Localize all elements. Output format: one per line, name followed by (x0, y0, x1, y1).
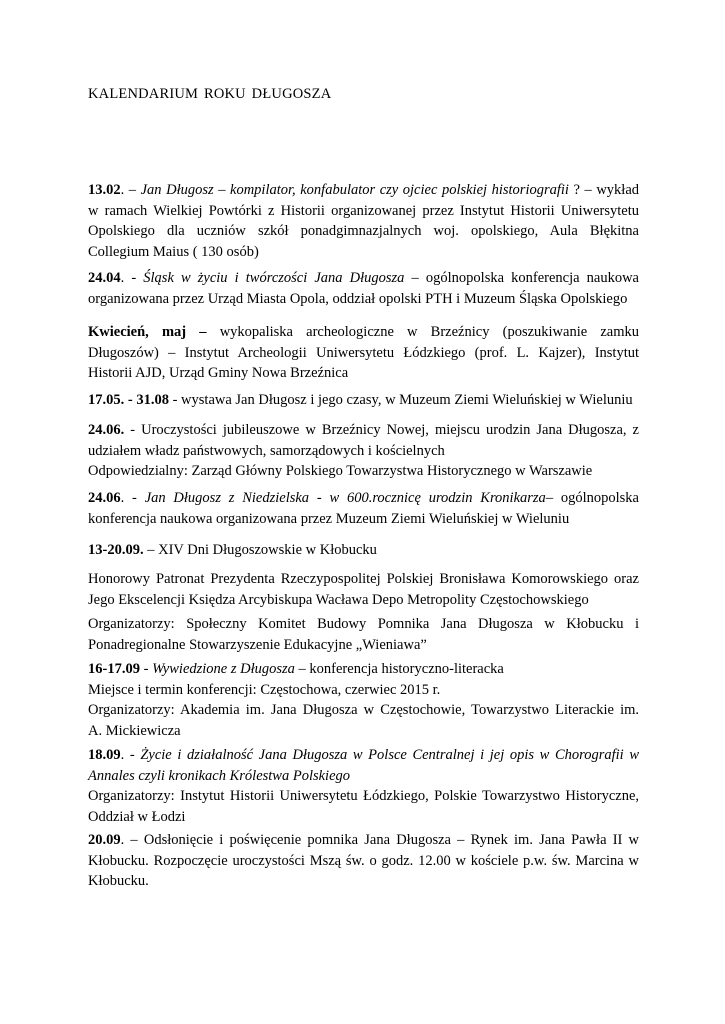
calendar-entry-7-patronage: Honorowy Patronat Prezydenta Rzeczypospolitej Polskiej Bronisława Komorowskiego oraz Jego Ekscelencji Księdza Arcybiskupa Wacława Depo Metropolity Częstochowskiego (88, 571, 639, 608)
calendar-entry-3: Kwiecień, maj – wykopaliska archeologiczne w Brzeźnicy (poszukiwanie zamku Długoszów) – Instytut Archeologii Uniwersytetu Łódzkiego (prof. L. Kajzer), Instytut Historii AJD, Urząd Gminy Nowa Brzeźnica (88, 324, 639, 381)
calendar-entry-5: 24.06. - Uroczystości jubileuszowe w Brzeźnicy Nowej, miejscu urodzin Jana Długosza, z udziałem władz państwowych, samorządowych i kościelnych Odpowiedzialny: Zarząd Główny Polskiego Towarzystwa Historycznego w Warszawie (88, 422, 639, 479)
entry-date: 24.04 (88, 270, 121, 286)
calendar-entry-10: 20.09. – Odsłonięcie i poświęcenie pomnika Jana Długosza – Rynek im. Jana Pawła II w Kłobucku. Rozpoczęcie uroczystości Mszą św. o godz. 12.00 w kościele p.w. św. Marcina w Kłobucku. (88, 832, 639, 889)
calendar-entry-1: 13.02. – Jan Długosz – kompilator, konfabulator czy ojciec polskiej historiografii ? – wykład w ramach Wielkiej Powtórki z Historii organizowanej przez Instytut Historii Uniwersytetu Opolskiego dla uczniów szkół ponadgimnazjalnych woj. opolskiego, Aula Błękitna Collegium Maius ( 130 osób) (88, 182, 640, 260)
calendar-entry-9: 18.09. - Życie i działalność Jana Długosza w Polsce Centralnej i jej opis w Chorografii w Annales czyli kronikach Królestwa Polskiego Organizatorzy: Instytut Historii Uniwersytetu Łódzkiego, Polskie Towarzystwo Historyczne, Oddział w Łodzi (88, 747, 639, 825)
calendar-entry-7-organizers: Organizatorzy: Społeczny Komitet Budowy Pomnika Jana Długosza w Kłobucku i Ponadregionalne Stowarzyszenie Edukacyjne „Wieniawa” (88, 616, 639, 653)
entry-date: 13-20.09. (88, 542, 144, 558)
calendar-entry-7: 13-20.09. – XIV Dni Długoszowskie w Kłobucku (88, 542, 377, 558)
entry-date: 18.09 (88, 747, 121, 763)
entry-topic: Wywiedzione z Długosza (152, 661, 295, 677)
page-title: KALENDARIUM ROKU DŁUGOSZA (88, 86, 332, 102)
entry-date: 24.06. (88, 422, 125, 438)
entry-date: Kwiecień, maj – (88, 324, 207, 340)
entry-date: 24.06 (88, 490, 121, 506)
entry-date: 16-17.09 (88, 661, 140, 677)
entry-date: 20.09 (88, 832, 121, 848)
calendar-entry-8: 16-17.09 - Wywiedzione z Długosza – konferencja historyczno-literacka Miejsce i termin konferencji: Częstochowa, czerwiec 2015 r. Organizatorzy: Akademia im. Jana Długosza w Częstochowie, Towarzystwo Literackie im. A. Mickiewicza (88, 661, 639, 739)
entry-topic: Jan Długosz – kompilator, konfabulator czy ojciec polskiej historiografii (140, 182, 569, 198)
calendar-entry-4: 17.05. - 31.08 - wystawa Jan Długosz i jego czasy, w Muzeum Ziemi Wieluńskiej w Wieluniu (88, 392, 633, 408)
entry-topic-continued: Annales czyli kronikach Królestwa Polskiego (88, 767, 351, 784)
entry-topic: Jan Długosz z Niedzielska - w 600.rocznicę urodzin Kronikarza (144, 490, 546, 506)
calendar-entry-6: 24.06. - Jan Długosz z Niedzielska - w 600.rocznicę urodzin Kronikarza– ogólnopolska konferencja naukowa organizowana przez Muzeum Ziemi Wieluńskiej w Wieluniu (88, 490, 639, 527)
calendar-entry-2: 24.04. - Śląsk w życiu i twórczości Jana Długosza – ogólnopolska konferencja naukowa organizowana przez Urząd Miasta Opola, oddział opolski PTH i Muzeum Śląska Opolskiego (88, 270, 639, 307)
entry-date: 17.05. - 31.08 (88, 392, 169, 408)
entry-topic: Śląsk w życiu i twórczości Jana Długosza (143, 270, 405, 286)
entry-date: 13.02 (88, 182, 121, 198)
entry-topic: Życie i działalność Jana Długosza w Polsce Centralnej i jej opis w Chorografii w (140, 747, 639, 763)
